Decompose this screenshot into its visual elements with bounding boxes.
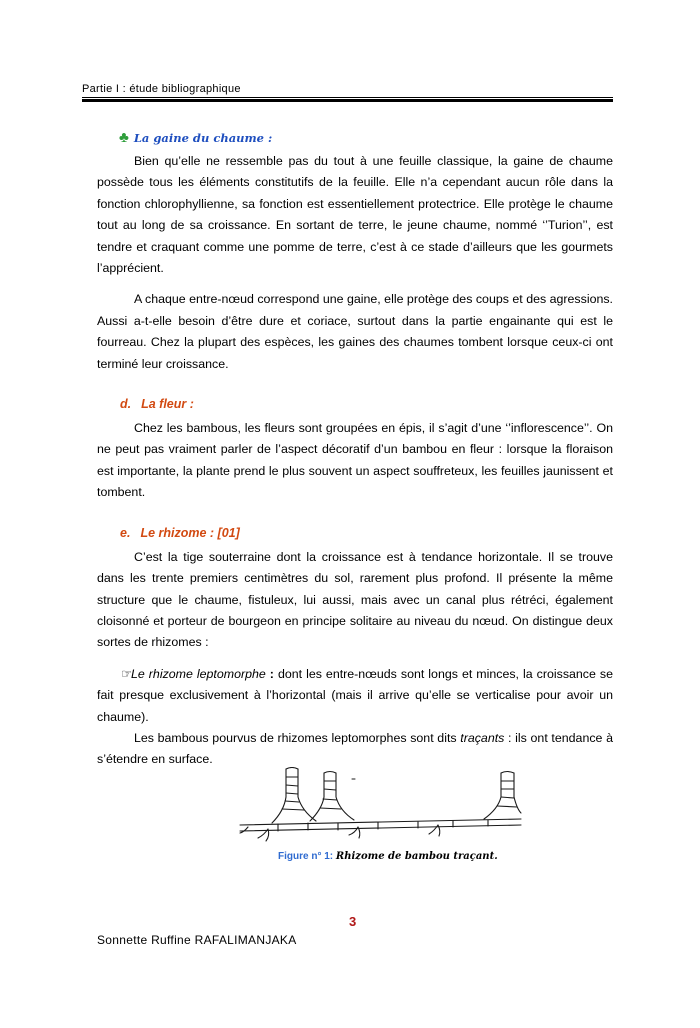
- figure-caption: [278, 851, 498, 862]
- main-content: [97, 128, 613, 771]
- page-number: 3: [349, 914, 357, 929]
- paragraph-gaine-2: A chaque entre-nœud correspond une gaine, elle protège des coups et des agressions. Aussi a-t-elle besoin d’être dure et coriace, surtout dans la partie engainante qui est le fourreau. Chez la plupart des espèces, les gaines des chaumes tombent lorsque ceux-ci ont terminé leur croissance.: [97, 292, 613, 371]
- section-title-rhizome: [120, 523, 613, 543]
- section-letter-d: d.: [120, 397, 132, 412]
- bullet-leptomorphe: [97, 664, 613, 728]
- tracants-after: : ils ont tendance à s’étendre en surface.: [97, 730, 613, 767]
- section-title-gaine-text: La gaine du chaume :: [133, 131, 273, 145]
- bullet-term: Le rhizome leptomorphe: [131, 666, 266, 681]
- figure-caption-text: Rhizome de bambou traçant.: [335, 851, 498, 862]
- bullet-colon: :: [265, 666, 274, 681]
- section-title-rhizome-text: Le rhizome : [01]: [140, 525, 240, 540]
- section-title-fleur: [120, 394, 613, 414]
- paragraph-rhizome: C’est la tige souterraine dont la croissance est à tendance horizontale. Il se trouve dans les trente premiers centimètres du sol, rarement plus profond. Il présente la même structure que le chaume, fistuleux, lui aussi, mais avec un canal plus rétréci, également cloisonné et porteur de bourgeon en principe solitaire au niveau du nœud. On distingue deux sortes de rhizomes :: [97, 549, 613, 650]
- club-icon: ♣: [119, 129, 129, 146]
- section-title-fleur-text: La fleur :: [141, 397, 194, 412]
- paragraph-fleur: Chez les bambous, les fleurs sont groupées en épis, il s’agit d’une ‘’inflorescence’’. On ne peut pas vraiment parler de l’aspect décoratif d’un bambou en fleur : lorsque la floraison est importante, la plante prend le plus souvent un aspect souffreteux, les feuilles jaunissent et tombent.: [97, 421, 613, 500]
- figure-label: Figure n° 1:: [278, 851, 334, 862]
- header-rule-thick: [82, 99, 613, 102]
- pointing-hand-icon: ☞: [121, 666, 133, 681]
- section-letter-e: e.: [120, 525, 131, 540]
- paragraph-gaine-1: Bien qu’elle ne ressemble pas du tout à une feuille classique, la gaine de chaume possède tous les éléments constitutifs de la feuille. Elle n’a cependant aucun rôle dans la fonction chlorophyllienne, sa fonction est essentiellement protectrice. Elle protège le chaume tout au long de sa croissance. En sortant de terre, le jeune chaume, nommé ‘’Turion’’, est tendre et craquant comme une pomme de terre, c’est à ce stade d’ailleurs que les gourmets l’apprécient.: [97, 154, 613, 276]
- tracants-before: Les bambous pourvus de rhizomes leptomorphes sont dits: [134, 730, 461, 745]
- tracants-term: traçants: [460, 730, 505, 745]
- bullet-text: dont les entre-nœuds sont longs et minces, la croissance se fait presque exclusivement à l’horizontal (mais il arrive qu’elle se verticalise pour avoir un chaume).: [97, 666, 613, 724]
- rhizome-figure: [238, 767, 523, 845]
- running-header: Partie I : étude bibliographique: [82, 83, 241, 95]
- paragraph-tracants: [97, 728, 613, 771]
- section-title-gaine: [119, 128, 613, 149]
- footer-author: Sonnette Ruffine RAFALIMANJAKA: [97, 933, 297, 947]
- header-rule-thin: [82, 97, 613, 98]
